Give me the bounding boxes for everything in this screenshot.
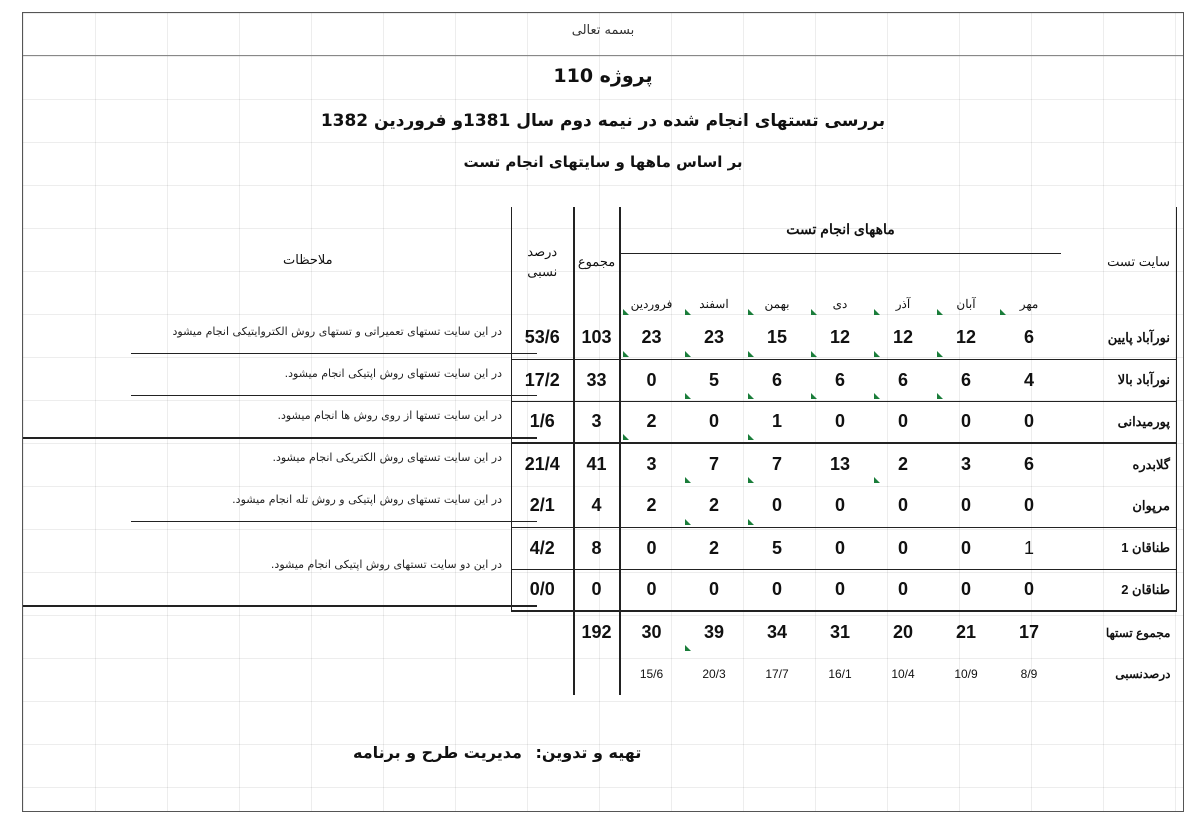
note-divider <box>131 353 537 354</box>
month-header: دی <box>809 253 872 317</box>
sum-value: 30 <box>641 622 662 642</box>
month-value: 2 <box>872 443 935 485</box>
month-value: 2 <box>620 485 683 527</box>
percent-label: درصدنسبی <box>1115 667 1171 681</box>
row-total: 3 <box>574 401 620 443</box>
row-percent: 4/2 <box>512 527 574 569</box>
table-row <box>512 359 1177 401</box>
spreadsheet-page <box>22 12 1184 812</box>
empty-cell <box>574 653 620 695</box>
note-text: در این سایت تستهای روش الکتریکی انجام میشود. <box>272 451 502 464</box>
row-total: 33 <box>574 359 620 401</box>
percent-value: 20/3 <box>702 667 726 681</box>
prepared-by-label: تهیه و تدوین: <box>535 743 642 762</box>
note-text: در این سایت تستهای روش اپتیکی و روش تله انجام میشود. <box>232 493 502 506</box>
month-value: 0 <box>935 527 998 569</box>
percent-column-header: درصد نسبی <box>512 207 574 317</box>
month-value: 23 <box>683 317 746 359</box>
table-row <box>512 401 1177 443</box>
month-value: 6 <box>809 359 872 401</box>
row-total: 0 <box>574 569 620 611</box>
note-divider <box>131 395 537 396</box>
test-results-table <box>511 207 1177 695</box>
row-percent: 53/6 <box>512 317 574 359</box>
month-header: اسفند <box>683 253 746 317</box>
month-value: 7 <box>746 443 809 485</box>
row-total: 41 <box>574 443 620 485</box>
table-row <box>512 443 1177 485</box>
month-value: 12 <box>935 317 998 359</box>
row-percent: 1/6 <box>512 401 574 443</box>
prepared-by <box>353 743 641 762</box>
month-value: 5 <box>683 359 746 401</box>
row-total: 8 <box>574 527 620 569</box>
month-header: فروردین <box>620 253 683 317</box>
month-value: 6 <box>746 359 809 401</box>
site-name: طناقان 1 <box>1061 527 1177 569</box>
site-name: نورآباد پایین <box>1061 317 1177 359</box>
percent-value: 15/6 <box>639 667 664 681</box>
month-header: بهمن <box>746 253 809 317</box>
sum-value: 17 <box>1018 622 1040 642</box>
month-header: آبان <box>935 253 998 317</box>
site-name: مرپوان <box>1061 485 1177 527</box>
row-total: 103 <box>574 317 620 359</box>
months-column-header: ماههای انجام تست <box>786 221 895 238</box>
site-name: گلابدره <box>1061 443 1177 485</box>
percent-value: 10/9 <box>954 667 978 681</box>
sum-label: مجموع تستها <box>1105 625 1171 640</box>
table-row <box>512 317 1177 359</box>
month-value: 23 <box>620 317 683 359</box>
project-title: پروژه 110 <box>553 65 653 87</box>
month-value: 12 <box>809 317 872 359</box>
month-value: 0 <box>746 485 809 527</box>
month-value: 0 <box>620 569 683 611</box>
empty-cell <box>512 653 574 695</box>
row-percent: 21/4 <box>512 443 574 485</box>
month-value: 0 <box>683 401 746 443</box>
month-value: 13 <box>829 454 851 474</box>
month-value: 0 <box>809 401 872 443</box>
month-value: 0 <box>620 359 683 401</box>
grand-total: 192 <box>574 611 620 653</box>
report-subtitle: بر اساس ماهها و سایتهای انجام تست <box>463 153 743 171</box>
sum-value: 21 <box>955 622 977 642</box>
prepared-by-value: مدیریت طرح و برنامه <box>353 743 522 762</box>
month-value: 0 <box>998 569 1061 611</box>
month-header: آذر <box>872 253 935 317</box>
month-value: 7 <box>683 443 746 485</box>
percent-value: 16/1 <box>828 667 852 681</box>
month-value: 0 <box>998 401 1061 443</box>
bismillah-heading: بسمه تعالی <box>571 23 635 38</box>
site-column-header: سایت تست <box>1061 207 1177 317</box>
table-row <box>512 569 1177 611</box>
empty-cell <box>512 611 574 653</box>
note-text: در این سایت تستهای روش اپتیکی انجام میشود. <box>284 367 502 380</box>
month-value: 0 <box>683 569 746 611</box>
month-value: 6 <box>998 317 1061 359</box>
month-value: 0 <box>998 485 1061 527</box>
month-value: 12 <box>872 317 935 359</box>
month-value: 6 <box>872 359 935 401</box>
month-value: 5 <box>746 527 809 569</box>
month-value: 0 <box>809 485 872 527</box>
site-name: پورمیدانی <box>1061 401 1177 443</box>
month-value: 0 <box>872 401 935 443</box>
percent-value: 10/4 <box>891 667 915 681</box>
month-value: 3 <box>646 454 657 474</box>
month-value: 2 <box>620 401 683 443</box>
table-row <box>512 485 1177 527</box>
month-value: 0 <box>620 527 683 569</box>
note-text: در این دو سایت تستهای روش اپتیکی انجام میشود. <box>270 558 502 571</box>
month-value: 15 <box>746 317 809 359</box>
month-value: 0 <box>935 401 998 443</box>
month-value: 0 <box>809 527 872 569</box>
month-value: 0 <box>935 485 998 527</box>
month-header: مهر <box>998 253 1061 317</box>
sum-value: 20 <box>892 622 914 642</box>
sum-row <box>512 611 1177 653</box>
month-value: 0 <box>872 569 935 611</box>
month-value: 6 <box>935 359 998 401</box>
month-value: 4 <box>998 359 1061 401</box>
month-value: 0 <box>872 485 935 527</box>
percent-row <box>512 653 1177 695</box>
month-value: 2 <box>683 527 746 569</box>
site-name: طناقان 2 <box>1061 569 1177 611</box>
site-name: نورآباد بالا <box>1061 359 1177 401</box>
month-value: 1 <box>998 527 1061 569</box>
month-value: 3 <box>960 454 971 474</box>
month-value: 0 <box>809 569 872 611</box>
percent-value: 17/7 <box>765 667 789 681</box>
sum-value: 31 <box>829 622 851 642</box>
header-divider <box>23 55 1183 56</box>
note-divider <box>23 605 537 607</box>
sum-value: 34 <box>766 622 788 642</box>
note-text: در این سایت تستهای تعمیراتی و تستهای روش الکتروایتیکی انجام میشود <box>172 325 502 338</box>
month-value: 0 <box>872 527 935 569</box>
month-value: 2 <box>683 485 746 527</box>
table-row <box>512 527 1177 569</box>
month-value: 6 <box>1023 454 1034 474</box>
note-text: در این سایت تستها از روی روش ها انجام میشود. <box>277 409 502 422</box>
row-percent: 0/0 <box>512 569 574 611</box>
notes-column-header: ملاحظات <box>283 253 333 268</box>
note-divider <box>131 521 537 522</box>
month-value: 0 <box>935 569 998 611</box>
report-title: بررسی تستهای انجام شده در نیمه دوم سال 1381و فروردین 1382 <box>320 111 886 131</box>
total-column-header: مجموع <box>574 207 620 317</box>
month-value: 0 <box>746 569 809 611</box>
row-percent: 17/2 <box>512 359 574 401</box>
note-divider <box>23 437 537 439</box>
row-percent: 2/1 <box>512 485 574 527</box>
month-value: 1 <box>746 401 809 443</box>
row-total: 4 <box>574 485 620 527</box>
percent-value: 8/9 <box>1020 667 1038 681</box>
sum-value: 39 <box>683 611 746 653</box>
